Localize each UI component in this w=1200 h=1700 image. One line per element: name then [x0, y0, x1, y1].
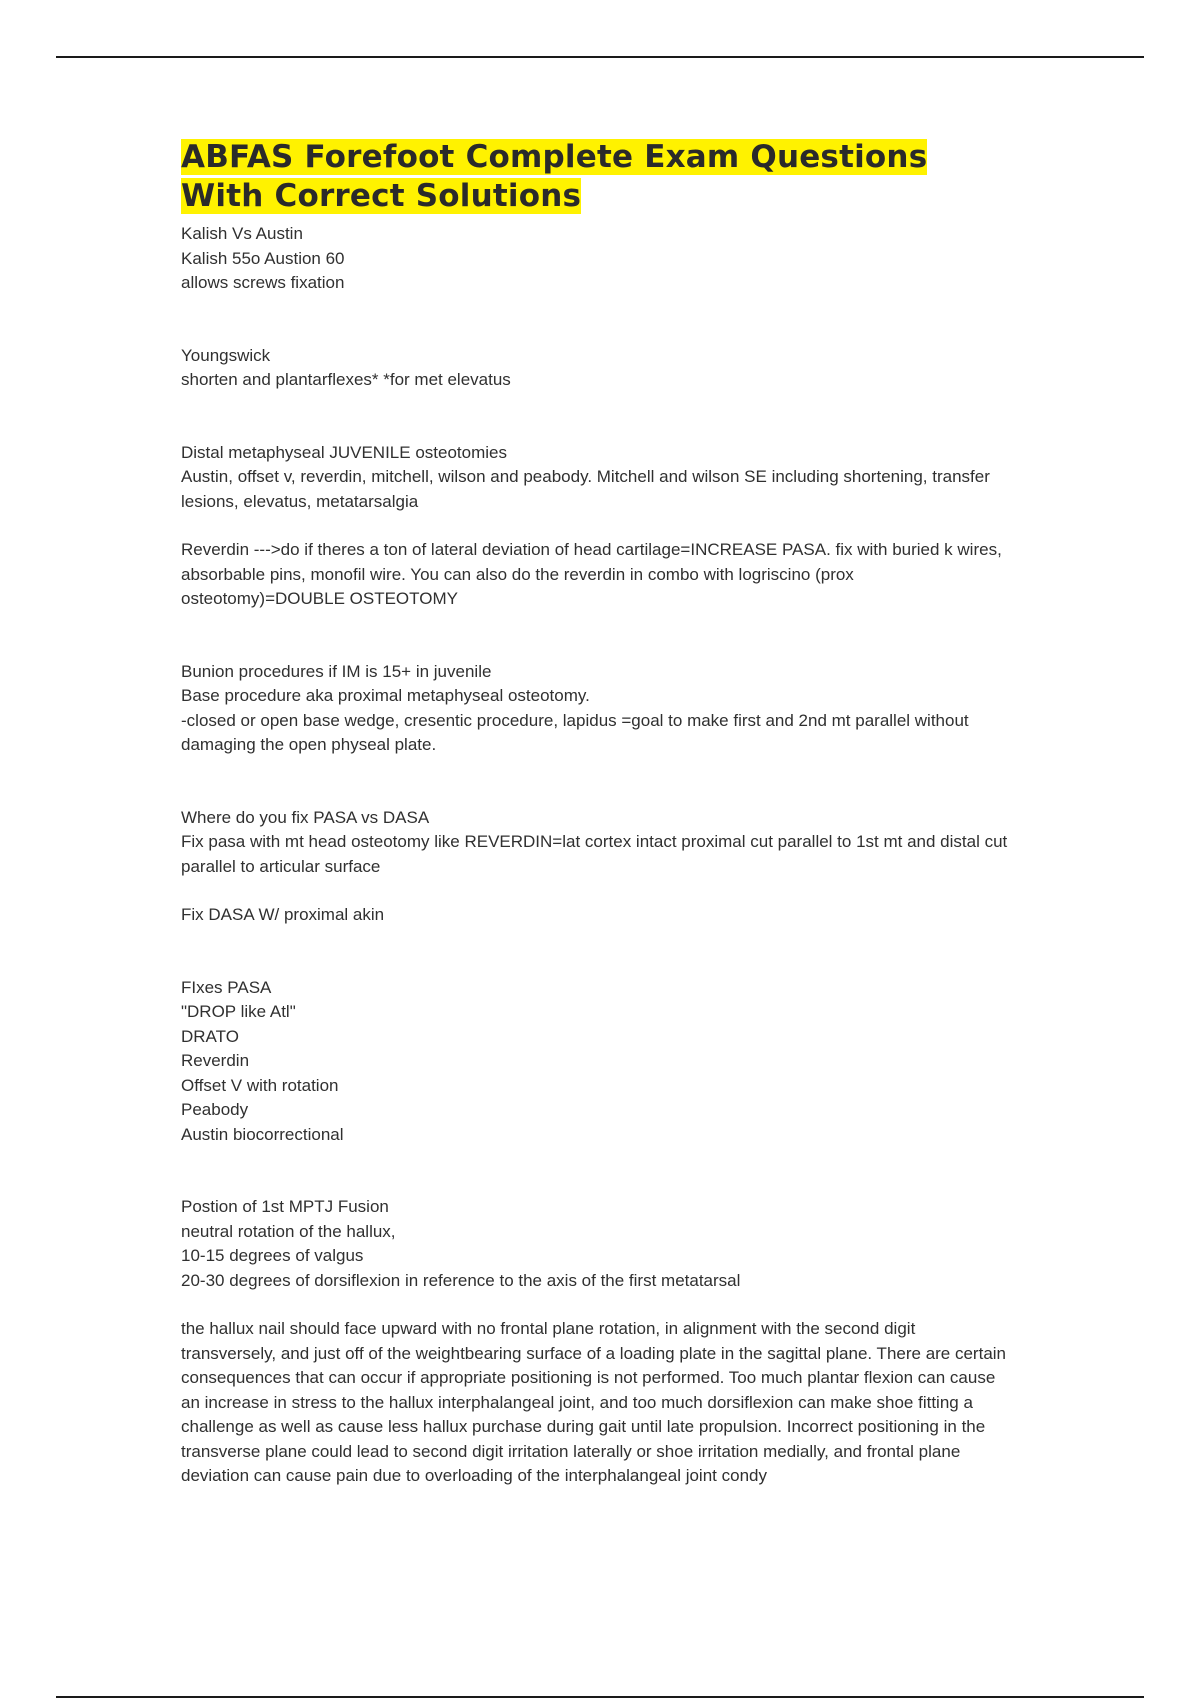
answer-text: allows screws fixation [181, 273, 345, 292]
qa-block-fix-pasa-dasa [181, 806, 1011, 880]
qa-block-distal-metaphyseal [181, 441, 1011, 515]
question-text: Postion of 1st MPTJ Fusion [181, 1197, 389, 1216]
answer-text: Peabody [181, 1100, 249, 1119]
answer-text: Kalish 55o Austion 60 [181, 248, 345, 268]
answer-text: 10-15 degrees of valgus [181, 1246, 364, 1265]
answer-text: Reverdin [181, 1051, 250, 1070]
question-text: Where do you fix PASA vs DASA [181, 807, 430, 827]
qa-block-youngswick [181, 344, 1011, 393]
note-reverdin [181, 538, 1011, 612]
answer-text: DRATO [181, 1026, 239, 1046]
qa-block-bunion-procedures [181, 660, 1011, 758]
answer-text: shorten and plantarflexes* *for met elevatus [181, 370, 511, 389]
answer-text: "DROP like Atl" [181, 1002, 296, 1021]
document-title [181, 138, 1011, 216]
note-hallux-positioning [181, 1317, 1011, 1489]
note-text: the hallux nail should face upward with no frontal plane rotation, in alignment with the second digit transversely, and just off of the weightbearing surface of a loading plate in the sagittal plane. There are certain consequences that can occur if appropriate positioning is not performed. Too much plantar flexion can cause an increase in stress to the hallux interphalangeal joint, and too much dorsiflexion can make shoe fitting a challenge as well as cause less hallux purchase during gait until late propulsion. Incorrect positioning in the transverse plane could lead to second digit irritation laterally or shoe irritation medially, and frontal plane deviation can cause pain due to overloading of the interphalangeal joint condy [181, 1319, 1007, 1485]
note-fix-dasa [181, 903, 1011, 928]
answer-text: Offset V with rotation [181, 1075, 339, 1095]
answer-text: Base procedure aka proximal metaphyseal osteotomy. [181, 686, 590, 705]
title-line-1: ABFAS Forefoot Complete Exam Questions [181, 139, 928, 175]
page-top-rule [56, 56, 1144, 58]
note-text: Fix DASA W/ proximal akin [181, 905, 385, 924]
question-text: Youngswick [181, 345, 271, 365]
question-text: Bunion procedures if IM is 15+ in juvenile [181, 661, 492, 681]
answer-text: Fix pasa with mt head osteotomy like REVERDIN=lat cortex intact proximal cut parallel to 1st mt and distal cut parallel to articular surface [181, 832, 1008, 876]
answer-text: neutral rotation of the hallux, [181, 1221, 396, 1241]
title-line-2: With Correct Solutions [181, 178, 582, 214]
page-bottom-rule [56, 1696, 1144, 1698]
answer-text: Austin biocorrectional [181, 1124, 344, 1144]
qa-block-kalish-austin [181, 222, 1011, 296]
document-body [181, 138, 1011, 1489]
answer-text: 20-30 degrees of dorsiflexion in reference to the axis of the first metatarsal [181, 1270, 741, 1290]
note-text: Reverdin --->do if theres a ton of lateral deviation of head cartilage=INCREASE PASA. fix with buried k wires, absorbable pins, monofil wire. You can also do the reverdin in combo with logriscino (prox osteotomy)=DOUBLE OSTEOTOMY [181, 540, 1002, 608]
qa-block-fixes-pasa [181, 976, 1011, 1148]
question-text: Kalish Vs Austin [181, 224, 303, 243]
question-text: Distal metaphyseal JUVENILE osteotomies [181, 442, 507, 462]
question-text: FIxes PASA [181, 977, 272, 997]
answer-text: -closed or open base wedge, cresentic procedure, lapidus =goal to make first and 2nd mt parallel without damaging the open physeal plate. [181, 710, 969, 754]
qa-block-mptj-fusion [181, 1195, 1011, 1293]
answer-text: Austin, offset v, reverdin, mitchell, wilson and peabody. Mitchell and wilson SE including shortening, transfer lesions, elevatus, metatarsalgia [181, 467, 990, 511]
